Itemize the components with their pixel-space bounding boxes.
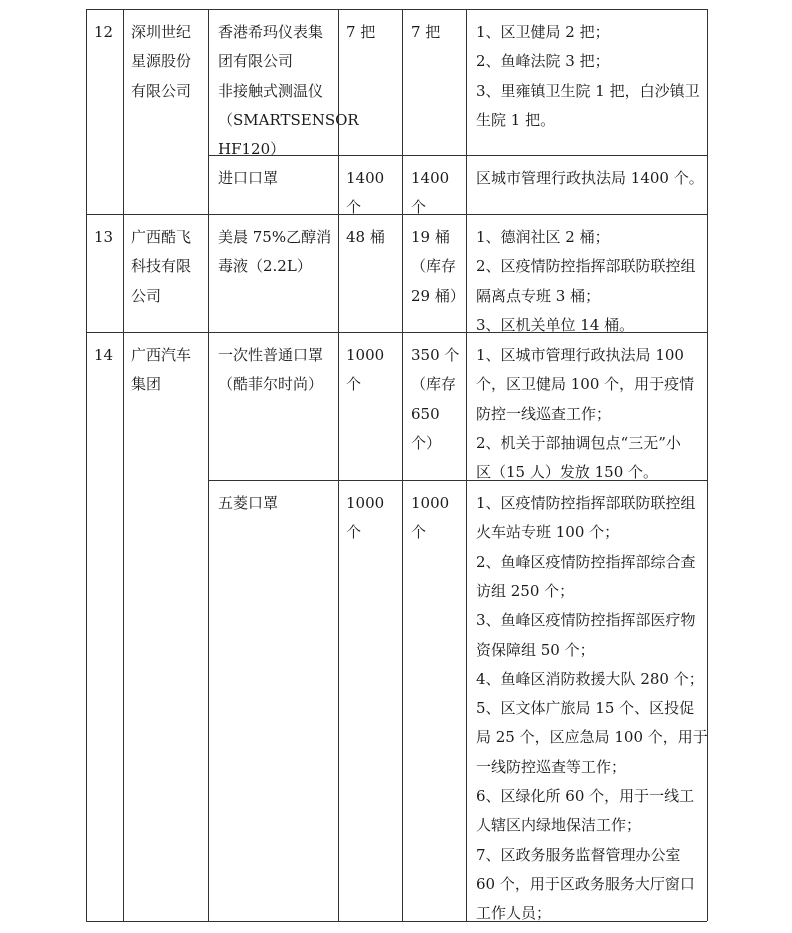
recipients-text: 防控一线巡查工作； [476,404,612,423]
donated-text: 个 [346,523,362,542]
table-col-border [208,9,209,921]
recipients-text: 7、区政务服务监督管理办公室 [476,845,681,864]
donated-text: 7 把 [346,23,376,41]
table-col-border [466,9,467,921]
recipients-text: 区城市管理行政执法局 1400 个。 [476,169,704,187]
name-text: 非接触式测温仪 [218,81,324,100]
recipients-text: 局 25 个，区应急局 100 个，用于 [476,728,708,747]
company-text: 有限公司 [131,81,192,100]
distributed-text: 19 桶 [411,228,450,246]
recipients-text: 访组 250 个； [476,581,575,600]
name-text: 五菱口罩 [218,494,279,512]
distributed-text: （库存 [411,375,457,394]
recipients-text: 4、鱼峰区消防救援大队 280 个； [476,669,704,688]
company-text: 公司 [131,286,162,305]
distributed-text: 1400 [411,169,450,187]
distributed-text: 350 个 [411,346,460,364]
company-text: 广西汽车 [131,346,192,364]
donated-text: 48 桶 [346,228,385,246]
name-text: 毒液（2.2L） [218,257,312,276]
table-item-border [208,480,707,481]
donated-text: 1000 [346,346,385,364]
company-text: 集团 [131,375,162,394]
table-col-border [402,9,403,921]
recipients-text: 区（15 人）发放 150 个。 [476,463,659,482]
recipients-text: 资保障组 50 个； [476,640,595,659]
company-text: 广西酷飞 [131,228,192,246]
distributed-text: 29 桶） [411,286,465,305]
name-text: 一次性普通口罩 [218,346,324,364]
recipients-text: 1、区疫情防控指挥部联防联控组 [476,494,696,512]
distributed-text: 7 把 [411,23,441,41]
recipients-text: 人辖区内绿地保洁工作； [476,816,642,835]
recipients-text: 生院 1 把。 [476,110,556,129]
distributed-text: 1000 [411,494,450,512]
company-text: 星源股份 [131,52,192,71]
recipients-text: 5、区文体广旅局 15 个、区投促 [476,699,695,718]
company-text: 深圳世纪 [131,23,192,41]
recipients-text: 3、区机关单位 14 桶。 [476,315,635,334]
row-number: 14 [94,346,114,364]
distributed-text: 个 [411,523,427,542]
donation-table [86,9,707,921]
name-text: 香港希玛仪表集 [218,23,324,41]
table-row-border [86,921,707,922]
recipients-text: 1、德润社区 2 桶； [476,228,610,246]
recipients-text: 60 个，用于区政务服务大厅窗口 [476,874,695,893]
recipients-text: 6、区绿化所 60 个，用于一线工 [476,787,695,805]
name-text: （SMARTSENSOR [218,110,359,129]
distributed-text: （库存 [411,257,457,276]
company-text: 科技有限 [131,257,192,276]
table-col-border [707,9,708,921]
recipients-text: 2、机关于部抽调包点“三无”小 [476,433,681,452]
distributed-text: 650 [411,404,440,423]
recipients-text: 3、里雍镇卫生院 1 把，白沙镇卫 [476,81,700,100]
table-row-border [86,9,707,10]
recipients-text: 3、鱼峰区疫情防控指挥部医疗物 [476,611,696,630]
name-text: HF120） [218,140,286,159]
recipients-text: 2、鱼峰法院 3 把； [476,52,610,71]
row-number: 12 [94,23,114,41]
table-row-border [86,214,707,215]
donated-text: 个 [346,198,362,217]
name-text: 美晨 75%乙醇消 [218,228,332,246]
table-col-border [86,9,87,921]
recipients-text: 1、区城市管理行政执法局 100 [476,346,684,364]
row-number: 13 [94,228,114,246]
recipients-text: 隔离点专班 3 桶； [476,286,601,305]
recipients-text: 2、鱼峰区疫情防控指挥部综合查 [476,552,696,571]
distributed-text: 个） [411,433,442,452]
recipients-text: 工作人员； [476,904,552,923]
donated-text: 1400 [346,169,385,187]
donated-text: 1000 [346,494,385,512]
recipients-text: 一线防控巡查等工作； [476,757,627,776]
table-col-border [123,9,124,921]
name-text: 进口口罩 [218,169,279,187]
recipients-text: 个，区卫健局 100 个，用于疫情 [476,375,695,394]
table-col-border [338,9,339,921]
name-text: 团有限公司 [218,52,294,71]
table-item-border [208,155,707,156]
name-text: （酷菲尔时尚） [218,375,324,394]
donated-text: 个 [346,375,362,394]
recipients-text: 1、区卫健局 2 把； [476,23,610,41]
recipients-text: 火车站专班 100 个； [476,523,620,542]
distributed-text: 个 [411,198,427,217]
recipients-text: 2、区疫情防控指挥部联防联控组 [476,257,696,276]
